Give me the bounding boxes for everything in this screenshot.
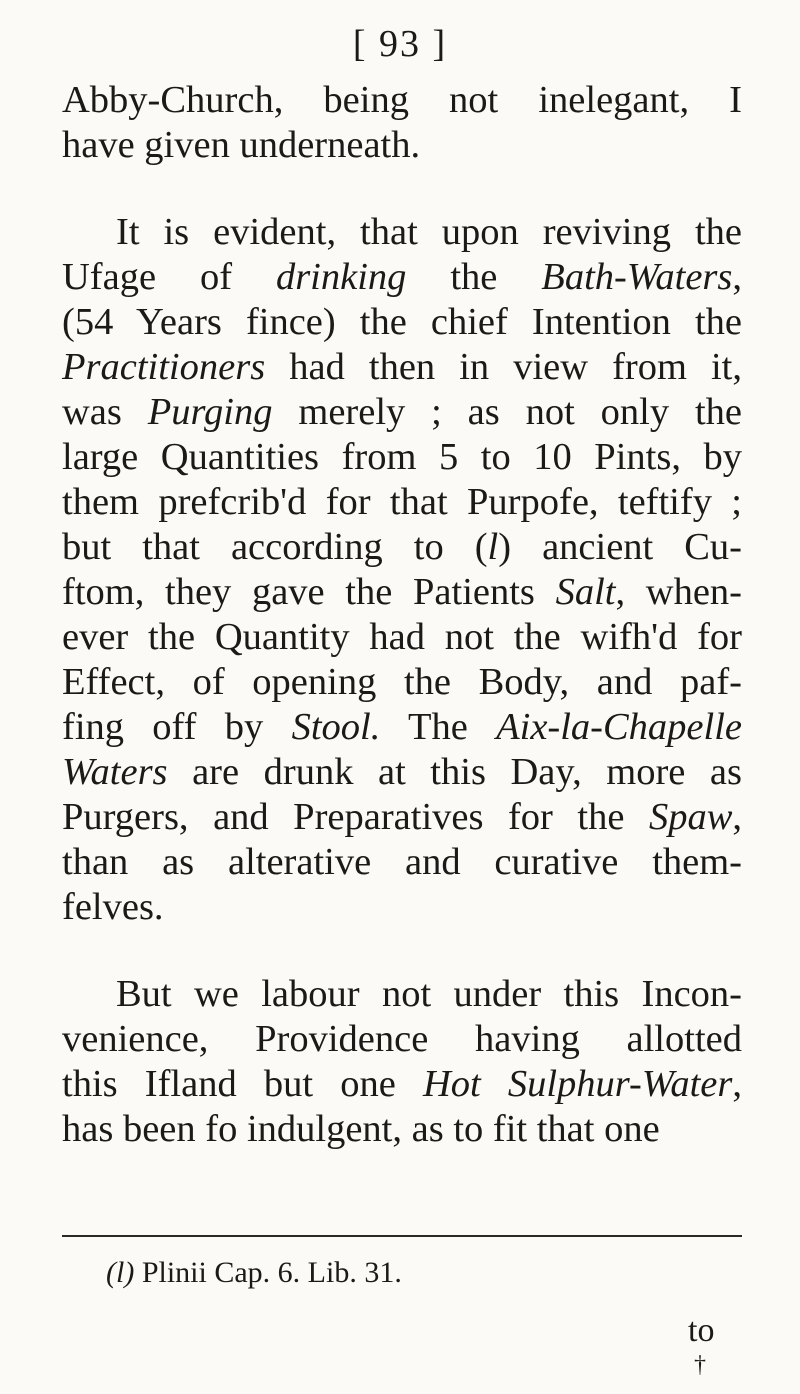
text-line (62, 795, 742, 840)
text-run: are drunk at this Day, more as (167, 751, 742, 793)
text-line (62, 615, 742, 660)
signature-mark: † (694, 1352, 706, 1378)
text-line (62, 750, 742, 795)
text-line (62, 123, 742, 168)
text-run: , (732, 256, 742, 298)
italic-text: l (487, 526, 499, 568)
italic-text: Aix-la-Chapelle (496, 706, 742, 748)
footnote-mark: (l) (106, 1256, 135, 1289)
text-run: , when- (615, 571, 743, 613)
text-run: the (406, 256, 542, 298)
text-line (62, 255, 742, 300)
text-run: merely ; as not only the (272, 391, 742, 433)
text-run: have given underneath. (62, 124, 421, 166)
text-run: large Quantities from 5 to 10 Pints, by (62, 436, 742, 478)
text-line (62, 840, 742, 885)
text-run: fing off by (62, 706, 292, 748)
footnote-text: Plinii Cap. 6. Lib. 31. (134, 1256, 402, 1289)
text-line (62, 435, 742, 480)
paragraph (62, 210, 742, 930)
text-line (62, 525, 742, 570)
text-run: ftom, they gave the Patients (62, 571, 556, 613)
catchword: to (688, 1312, 715, 1349)
text-run: But we labour not under this Incon- (116, 973, 742, 1015)
footnote-rule (62, 1235, 742, 1237)
text-line (62, 885, 742, 930)
text-run: (54 Years fince) the chief Intention the (62, 301, 742, 343)
italic-text: Bath-Waters (541, 256, 733, 298)
text-run: has been fo indulgent, as to fit that one (62, 1108, 660, 1150)
italic-text: Purging (147, 391, 273, 433)
italic-text: Spaw (648, 796, 733, 838)
italic-text: Salt (555, 571, 616, 613)
text-line (62, 705, 742, 750)
paragraph (62, 78, 742, 168)
paragraph-gap (62, 168, 742, 210)
text-run: them prefcrib'd for that Purpofe, teftify ; (62, 481, 742, 523)
paragraph-gap (62, 930, 742, 972)
text-run: but that according to ( (62, 526, 488, 568)
text-run: ever the Quantity had not the wifh'd for (62, 616, 742, 658)
body-text (62, 78, 742, 1152)
page-number: [ 93 ] (352, 23, 448, 65)
text-run: felves. (62, 886, 164, 928)
text-line (62, 660, 742, 705)
text-run: , (732, 796, 742, 838)
text-line (62, 300, 742, 345)
text-line (62, 1062, 742, 1107)
text-line (62, 480, 742, 525)
paragraph (62, 972, 742, 1152)
text-line (62, 1017, 742, 1062)
text-line (62, 78, 742, 123)
text-run: was (62, 391, 148, 433)
text-run: , (732, 1063, 742, 1105)
text-run: It is evident, that upon reviving the (116, 211, 742, 253)
footnote (106, 1255, 402, 1291)
text-run: Effect, of opening the Body, and paf- (62, 661, 742, 703)
italic-text: Practitioners (62, 346, 266, 388)
text-line (62, 210, 742, 255)
text-line (62, 345, 742, 390)
italic-text: Hot Sulphur-Water (422, 1063, 733, 1105)
text-run: The (380, 706, 497, 748)
text-line (62, 390, 742, 435)
text-run: Abby-Church, being not inelegant, I (62, 79, 742, 121)
text-run: Ufage of (62, 256, 276, 298)
italic-text: drinking (275, 256, 407, 298)
text-run: Purgers, and Preparatives for the (62, 796, 649, 838)
italic-text: Waters (62, 751, 168, 793)
text-run: had then in view from it, (265, 346, 742, 388)
text-line (62, 972, 742, 1017)
text-run: ) ancient Cu- (498, 526, 742, 568)
text-line (62, 570, 742, 615)
text-run: this Ifland but one (62, 1063, 423, 1105)
text-run: venience, Providence having allotted (62, 1018, 742, 1060)
text-line (62, 1107, 742, 1152)
text-run: than as alterative and curative them- (62, 841, 742, 883)
italic-text: Stool. (291, 706, 381, 748)
